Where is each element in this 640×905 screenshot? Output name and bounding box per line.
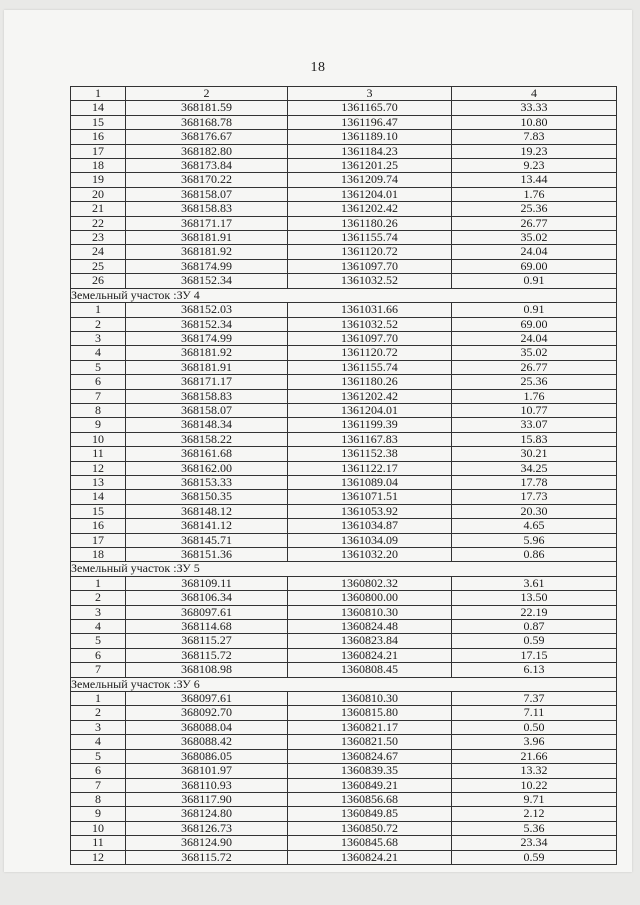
- point-number-cell: 5: [71, 634, 126, 648]
- distance-cell: 13.32: [452, 764, 617, 778]
- y-coordinate-cell: 1361122.17: [288, 461, 452, 475]
- distance-cell: 33.07: [452, 418, 617, 432]
- table-row: [71, 548, 617, 562]
- table-row: [71, 115, 617, 129]
- table-row: [71, 447, 617, 461]
- x-coordinate-cell: 368124.80: [126, 807, 288, 821]
- table-row: [71, 576, 617, 590]
- point-number-cell: 14: [71, 101, 126, 115]
- distance-cell: 17.15: [452, 648, 617, 662]
- distance-cell: 7.37: [452, 692, 617, 706]
- x-coordinate-cell: 368101.97: [126, 764, 288, 778]
- distance-cell: 15.83: [452, 432, 617, 446]
- point-number-cell: 7: [71, 663, 126, 677]
- table-row: [71, 317, 617, 331]
- distance-cell: 26.77: [452, 360, 617, 374]
- point-number-cell: 8: [71, 403, 126, 417]
- distance-cell: 0.86: [452, 548, 617, 562]
- distance-cell: 0.59: [452, 850, 617, 864]
- table-row: [71, 346, 617, 360]
- point-number-cell: 21: [71, 202, 126, 216]
- distance-cell: 19.23: [452, 144, 617, 158]
- y-coordinate-cell: 1361204.01: [288, 403, 452, 417]
- y-coordinate-cell: 1361196.47: [288, 115, 452, 129]
- section-title: Земельный участок :ЗУ 4: [71, 288, 617, 302]
- y-coordinate-cell: 1361032.52: [288, 317, 452, 331]
- table-row: [71, 331, 617, 345]
- distance-cell: 23.34: [452, 836, 617, 850]
- point-number-cell: 12: [71, 850, 126, 864]
- y-coordinate-cell: 1360815.80: [288, 706, 452, 720]
- x-coordinate-cell: 368158.83: [126, 389, 288, 403]
- point-number-cell: 22: [71, 216, 126, 230]
- x-coordinate-cell: 368158.07: [126, 403, 288, 417]
- x-coordinate-cell: 368110.93: [126, 778, 288, 792]
- distance-cell: 0.91: [452, 274, 617, 288]
- x-coordinate-cell: 368181.92: [126, 245, 288, 259]
- distance-cell: 13.50: [452, 591, 617, 605]
- point-number-cell: 1: [71, 576, 126, 590]
- y-coordinate-cell: 1361155.74: [288, 231, 452, 245]
- table-row: [71, 490, 617, 504]
- table-row: [71, 735, 617, 749]
- table-row: [71, 303, 617, 317]
- x-coordinate-cell: 368161.68: [126, 447, 288, 461]
- table-row: [71, 231, 617, 245]
- table-row: [71, 648, 617, 662]
- point-number-cell: 15: [71, 504, 126, 518]
- section-title: Земельный участок :ЗУ 6: [71, 677, 617, 691]
- x-coordinate-cell: 368115.72: [126, 648, 288, 662]
- page-number: 18: [310, 60, 326, 75]
- y-coordinate-cell: 1361053.92: [288, 504, 452, 518]
- table-row: [71, 605, 617, 619]
- x-coordinate-cell: 368153.33: [126, 475, 288, 489]
- x-coordinate-cell: 368171.17: [126, 216, 288, 230]
- table-row: [71, 591, 617, 605]
- distance-cell: 10.80: [452, 115, 617, 129]
- y-coordinate-cell: 1361202.42: [288, 202, 452, 216]
- point-number-cell: 11: [71, 836, 126, 850]
- table-row: [71, 692, 617, 706]
- table-row: [71, 173, 617, 187]
- y-coordinate-cell: 1361165.70: [288, 101, 452, 115]
- x-coordinate-cell: 368086.05: [126, 749, 288, 763]
- x-coordinate-cell: 368115.72: [126, 850, 288, 864]
- x-coordinate-cell: 368145.71: [126, 533, 288, 547]
- point-number-cell: 23: [71, 231, 126, 245]
- point-number-cell: 2: [71, 317, 126, 331]
- point-number-cell: 14: [71, 490, 126, 504]
- x-coordinate-cell: 368141.12: [126, 519, 288, 533]
- distance-cell: 24.04: [452, 331, 617, 345]
- table-row: [71, 202, 617, 216]
- point-number-cell: 26: [71, 274, 126, 288]
- distance-cell: 3.96: [452, 735, 617, 749]
- section-title-row: [71, 677, 617, 691]
- y-coordinate-cell: 1360849.85: [288, 807, 452, 821]
- table-row: [71, 130, 617, 144]
- point-number-cell: 16: [71, 130, 126, 144]
- point-number-cell: 8: [71, 792, 126, 806]
- distance-cell: 69.00: [452, 317, 617, 331]
- y-coordinate-cell: 1361209.74: [288, 173, 452, 187]
- y-coordinate-cell: 1360824.48: [288, 620, 452, 634]
- distance-cell: 10.77: [452, 403, 617, 417]
- table-row: [71, 461, 617, 475]
- point-number-cell: 25: [71, 259, 126, 273]
- point-number-cell: 5: [71, 749, 126, 763]
- table-row: [71, 274, 617, 288]
- distance-cell: 7.11: [452, 706, 617, 720]
- distance-cell: 0.50: [452, 720, 617, 734]
- x-coordinate-cell: 368117.90: [126, 792, 288, 806]
- table-row: [71, 720, 617, 734]
- x-coordinate-cell: 368088.04: [126, 720, 288, 734]
- y-coordinate-cell: 1360850.72: [288, 821, 452, 835]
- x-coordinate-cell: 368170.22: [126, 173, 288, 187]
- point-number-cell: 16: [71, 519, 126, 533]
- table-row: [71, 850, 617, 864]
- header-cell-y: 3: [288, 87, 452, 101]
- point-number-cell: 19: [71, 173, 126, 187]
- y-coordinate-cell: 1361202.42: [288, 389, 452, 403]
- y-coordinate-cell: 1360856.68: [288, 792, 452, 806]
- x-coordinate-cell: 368173.84: [126, 159, 288, 173]
- distance-cell: 26.77: [452, 216, 617, 230]
- x-coordinate-cell: 368158.07: [126, 187, 288, 201]
- y-coordinate-cell: 1360824.21: [288, 648, 452, 662]
- distance-cell: 20.30: [452, 504, 617, 518]
- point-number-cell: 3: [71, 331, 126, 345]
- coordinates-table-body: [71, 87, 617, 865]
- table-row: [71, 375, 617, 389]
- table-row: [71, 159, 617, 173]
- table-row: [71, 821, 617, 835]
- y-coordinate-cell: 1361155.74: [288, 360, 452, 374]
- point-number-cell: 4: [71, 620, 126, 634]
- table-row: [71, 360, 617, 374]
- x-coordinate-cell: 368152.34: [126, 317, 288, 331]
- x-coordinate-cell: 368148.34: [126, 418, 288, 432]
- x-coordinate-cell: 368106.34: [126, 591, 288, 605]
- table-row: [71, 836, 617, 850]
- y-coordinate-cell: 1361120.72: [288, 245, 452, 259]
- point-number-cell: 20: [71, 187, 126, 201]
- x-coordinate-cell: 368171.17: [126, 375, 288, 389]
- x-coordinate-cell: 368181.91: [126, 360, 288, 374]
- x-coordinate-cell: 368158.83: [126, 202, 288, 216]
- table-row: [71, 519, 617, 533]
- header-cell-distance: 4: [452, 87, 617, 101]
- x-coordinate-cell: 368181.91: [126, 231, 288, 245]
- section-title-row: [71, 562, 617, 576]
- point-number-cell: 12: [71, 461, 126, 475]
- y-coordinate-cell: 1360810.30: [288, 692, 452, 706]
- x-coordinate-cell: 368162.00: [126, 461, 288, 475]
- distance-cell: 0.87: [452, 620, 617, 634]
- table-row: [71, 663, 617, 677]
- distance-cell: 1.76: [452, 389, 617, 403]
- table-row: [71, 634, 617, 648]
- point-number-cell: 3: [71, 605, 126, 619]
- header-cell-x: 2: [126, 87, 288, 101]
- table-row: [71, 792, 617, 806]
- distance-cell: 24.04: [452, 245, 617, 259]
- point-number-cell: 9: [71, 807, 126, 821]
- x-coordinate-cell: 368126.73: [126, 821, 288, 835]
- y-coordinate-cell: 1360808.45: [288, 663, 452, 677]
- distance-cell: 9.23: [452, 159, 617, 173]
- distance-cell: 22.19: [452, 605, 617, 619]
- y-coordinate-cell: 1361199.39: [288, 418, 452, 432]
- distance-cell: 34.25: [452, 461, 617, 475]
- x-coordinate-cell: 368182.80: [126, 144, 288, 158]
- table-row: [71, 418, 617, 432]
- point-number-cell: 17: [71, 533, 126, 547]
- x-coordinate-cell: 368150.35: [126, 490, 288, 504]
- table-row: [71, 620, 617, 634]
- point-number-cell: 18: [71, 548, 126, 562]
- distance-cell: 0.91: [452, 303, 617, 317]
- point-number-cell: 1: [71, 303, 126, 317]
- distance-cell: 1.76: [452, 187, 617, 201]
- x-coordinate-cell: 368151.36: [126, 548, 288, 562]
- y-coordinate-cell: 1361031.66: [288, 303, 452, 317]
- distance-cell: 0.59: [452, 634, 617, 648]
- distance-cell: 17.73: [452, 490, 617, 504]
- x-coordinate-cell: 368109.11: [126, 576, 288, 590]
- y-coordinate-cell: 1361032.52: [288, 274, 452, 288]
- y-coordinate-cell: 1361152.38: [288, 447, 452, 461]
- y-coordinate-cell: 1361204.01: [288, 187, 452, 201]
- distance-cell: 7.83: [452, 130, 617, 144]
- x-coordinate-cell: 368115.27: [126, 634, 288, 648]
- x-coordinate-cell: 368152.03: [126, 303, 288, 317]
- distance-cell: 6.13: [452, 663, 617, 677]
- point-number-cell: 10: [71, 821, 126, 835]
- x-coordinate-cell: 368114.68: [126, 620, 288, 634]
- y-coordinate-cell: 1360821.50: [288, 735, 452, 749]
- distance-cell: 13.44: [452, 173, 617, 187]
- x-coordinate-cell: 368181.92: [126, 346, 288, 360]
- point-number-cell: 6: [71, 375, 126, 389]
- table-row: [71, 706, 617, 720]
- x-coordinate-cell: 368158.22: [126, 432, 288, 446]
- y-coordinate-cell: 1361032.20: [288, 548, 452, 562]
- distance-cell: 4.65: [452, 519, 617, 533]
- table-row: [71, 764, 617, 778]
- x-coordinate-cell: 368181.59: [126, 101, 288, 115]
- table-row: [71, 778, 617, 792]
- x-coordinate-cell: 368097.61: [126, 605, 288, 619]
- table-row: [71, 245, 617, 259]
- table-row: [71, 144, 617, 158]
- y-coordinate-cell: 1360823.84: [288, 634, 452, 648]
- y-coordinate-cell: 1361201.25: [288, 159, 452, 173]
- point-number-cell: 24: [71, 245, 126, 259]
- distance-cell: 2.12: [452, 807, 617, 821]
- x-coordinate-cell: 368124.90: [126, 836, 288, 850]
- distance-cell: 17.78: [452, 475, 617, 489]
- y-coordinate-cell: 1360845.68: [288, 836, 452, 850]
- point-number-cell: 7: [71, 389, 126, 403]
- x-coordinate-cell: 368092.70: [126, 706, 288, 720]
- y-coordinate-cell: 1361184.23: [288, 144, 452, 158]
- y-coordinate-cell: 1361180.26: [288, 375, 452, 389]
- distance-cell: 25.36: [452, 202, 617, 216]
- distance-cell: 9.71: [452, 792, 617, 806]
- table-row: [71, 187, 617, 201]
- point-number-cell: 7: [71, 778, 126, 792]
- y-coordinate-cell: 1361089.04: [288, 475, 452, 489]
- point-number-cell: 6: [71, 648, 126, 662]
- y-coordinate-cell: 1360824.21: [288, 850, 452, 864]
- point-number-cell: 9: [71, 418, 126, 432]
- point-number-cell: 6: [71, 764, 126, 778]
- point-number-cell: 4: [71, 346, 126, 360]
- table-row: [71, 533, 617, 547]
- x-coordinate-cell: 368108.98: [126, 663, 288, 677]
- point-number-cell: 10: [71, 432, 126, 446]
- y-coordinate-cell: 1361189.10: [288, 130, 452, 144]
- point-number-cell: 13: [71, 475, 126, 489]
- y-coordinate-cell: 1361097.70: [288, 259, 452, 273]
- distance-cell: 21.66: [452, 749, 617, 763]
- x-coordinate-cell: 368152.34: [126, 274, 288, 288]
- x-coordinate-cell: 368148.12: [126, 504, 288, 518]
- x-coordinate-cell: 368174.99: [126, 331, 288, 345]
- y-coordinate-cell: 1361167.83: [288, 432, 452, 446]
- table-row: [71, 389, 617, 403]
- y-coordinate-cell: 1361034.87: [288, 519, 452, 533]
- distance-cell: 33.33: [452, 101, 617, 115]
- y-coordinate-cell: 1360800.00: [288, 591, 452, 605]
- distance-cell: 35.02: [452, 231, 617, 245]
- distance-cell: 30.21: [452, 447, 617, 461]
- x-coordinate-cell: 368176.67: [126, 130, 288, 144]
- y-coordinate-cell: 1361120.72: [288, 346, 452, 360]
- point-number-cell: 2: [71, 706, 126, 720]
- document-page: [4, 10, 632, 872]
- point-number-cell: 2: [71, 591, 126, 605]
- section-title-row: [71, 288, 617, 302]
- distance-cell: 10.22: [452, 778, 617, 792]
- x-coordinate-cell: 368168.78: [126, 115, 288, 129]
- y-coordinate-cell: 1360839.35: [288, 764, 452, 778]
- x-coordinate-cell: 368174.99: [126, 259, 288, 273]
- point-number-cell: 1: [71, 692, 126, 706]
- point-number-cell: 3: [71, 720, 126, 734]
- distance-cell: 5.36: [452, 821, 617, 835]
- point-number-cell: 17: [71, 144, 126, 158]
- table-row: [71, 504, 617, 518]
- table-header-row: [71, 87, 617, 101]
- distance-cell: 5.96: [452, 533, 617, 547]
- y-coordinate-cell: 1361071.51: [288, 490, 452, 504]
- y-coordinate-cell: 1360802.32: [288, 576, 452, 590]
- y-coordinate-cell: 1360849.21: [288, 778, 452, 792]
- y-coordinate-cell: 1361180.26: [288, 216, 452, 230]
- table-row: [71, 101, 617, 115]
- coordinates-table: [70, 86, 617, 865]
- point-number-cell: 11: [71, 447, 126, 461]
- table-row: [71, 216, 617, 230]
- section-title: Земельный участок :ЗУ 5: [71, 562, 617, 576]
- point-number-cell: 18: [71, 159, 126, 173]
- distance-cell: 69.00: [452, 259, 617, 273]
- table-row: [71, 259, 617, 273]
- table-row: [71, 475, 617, 489]
- point-number-cell: 4: [71, 735, 126, 749]
- table-row: [71, 403, 617, 417]
- table-row: [71, 432, 617, 446]
- distance-cell: 3.61: [452, 576, 617, 590]
- point-number-cell: 5: [71, 360, 126, 374]
- table-row: [71, 807, 617, 821]
- x-coordinate-cell: 368097.61: [126, 692, 288, 706]
- y-coordinate-cell: 1361034.09: [288, 533, 452, 547]
- table-row: [71, 749, 617, 763]
- x-coordinate-cell: 368088.42: [126, 735, 288, 749]
- header-cell-point: 1: [71, 87, 126, 101]
- point-number-cell: 15: [71, 115, 126, 129]
- y-coordinate-cell: 1360810.30: [288, 605, 452, 619]
- y-coordinate-cell: 1360821.17: [288, 720, 452, 734]
- distance-cell: 35.02: [452, 346, 617, 360]
- distance-cell: 25.36: [452, 375, 617, 389]
- y-coordinate-cell: 1361097.70: [288, 331, 452, 345]
- y-coordinate-cell: 1360824.67: [288, 749, 452, 763]
